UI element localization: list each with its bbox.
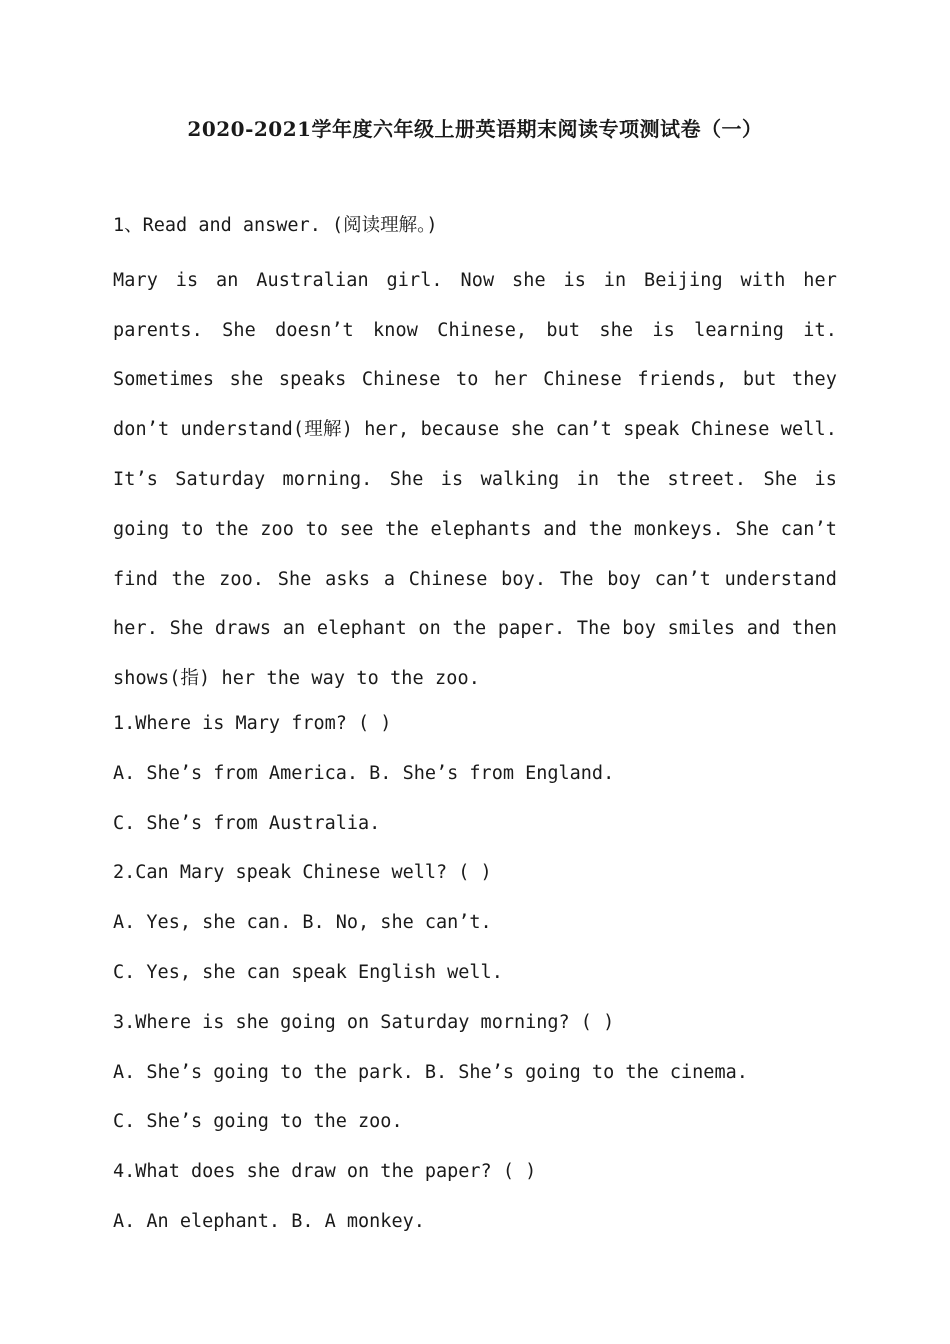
question-options: A. An elephant. B. A monkey. <box>113 1210 425 1232</box>
question-block-4 <box>113 1152 837 1252</box>
question-options: A. Yes, she can. B. No, she can’t. <box>113 912 492 934</box>
question-options: C. She’s going to the zoo. <box>113 1111 403 1133</box>
reading-passage: Mary is an Australian girl. Now she is in Beijing with her parents. She doesn’t know Chinese, but she is learning it. Sometimes she speaks Chinese to her Chinese friends, but they don’t understand(理解) her, because she can’t speak Chinese well. It’s Saturday morning. She is walking in the street. She is going to the zoo to see the elephants and the monkeys. She can’t find the zoo. She asks a Chinese boy. The boy can’t understand her. She draws an elephant on the paper. The boy smiles and then shows(指) her the way to the zoo. <box>113 269 837 690</box>
question-text: 1.Where is Mary from? ( ) <box>113 712 392 734</box>
question-options: C. She’s from Australia. <box>113 812 381 834</box>
question-text: 3.Where is she going on Saturday morning? ( ) <box>113 1011 615 1033</box>
section-heading: 1、Read and answer. (阅读理解。) <box>113 215 438 236</box>
page-title: 2020-2021学年度六年级上册英语期末阅读专项测试卷（一） <box>187 117 763 141</box>
reading-section <box>113 206 837 1252</box>
question-options: A. She’s going to the park. B. She’s going to the cinema. <box>113 1061 748 1083</box>
question-options: C. Yes, she can speak English well. <box>113 961 503 983</box>
question-block-3 <box>113 1003 837 1152</box>
question-block-2 <box>113 853 837 1002</box>
question-options: A. She’s from America. B. She’s from England. <box>113 762 615 784</box>
question-block-1 <box>113 704 837 853</box>
question-text: 4.What does she draw on the paper? ( ) <box>113 1161 537 1183</box>
question-text: 2.Can Mary speak Chinese well? ( ) <box>113 862 492 884</box>
